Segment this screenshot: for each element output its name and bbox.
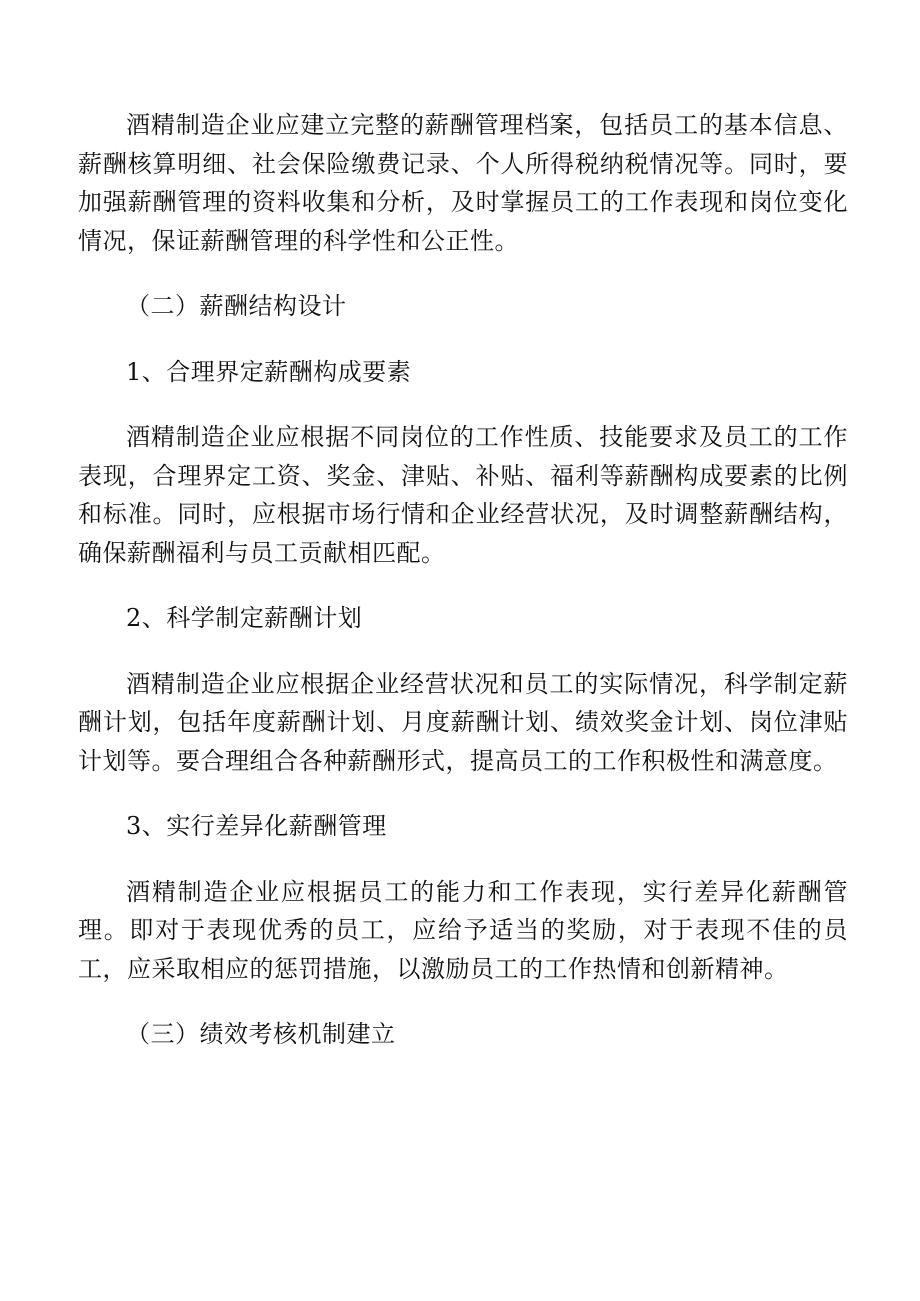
subheading-salary-plan: 2、科学制定薪酬计划 [126,604,363,632]
subheading-differentiated-salary: 3、实行差异化薪酬管理 [126,812,387,840]
subheading-salary-components: 1、合理界定薪酬构成要素 [126,357,412,386]
paragraph-archive-management: 酒精制造企业应建立完整的薪酬管理档案，包括员工的基本信息、薪酬核算明细、社会保险缴费记录、个人所得税纳税情况等。同时，要加强薪酬管理的资料收集和分析，及时掌握员工的工作表现和岗位变化情况，保证薪酬管理的科学性和公正性。 [78,111,848,255]
paragraph-salary-components: 酒精制造企业应根据不同岗位的工作性质、技能要求及员工的工作表现，合理界定工资、奖金、津贴、补贴、福利等薪酬构成要素的比例和标准。同时，应根据市场行情和企业经营状况，及时调整薪酬结构，确保薪酬福利与员工贡献相匹配。 [78,423,848,567]
document-body [78,106,848,1054]
paragraph-differentiated-salary: 酒精制造企业应根据员工的能力和工作表现，实行差异化薪酬管理。即对于表现优秀的员工，应给予适当的奖励，对于表现不佳的员工，应采取相应的惩罚措施，以激励员工的工作热情和创新精神。 [78,877,848,983]
paragraph-salary-plan: 酒精制造企业应根据企业经营状况和员工的实际情况，科学制定薪酬计划，包括年度薪酬计划、月度薪酬计划、绩效奖金计划、岗位津贴计划等。要合理组合各种薪酬形式，提高员工的工作积极性和满意度。 [78,669,848,775]
section-heading-salary-structure: （二）薪酬结构设计 [126,292,347,320]
section-heading-performance-appraisal: （三）绩效考核机制建立 [126,1020,396,1048]
